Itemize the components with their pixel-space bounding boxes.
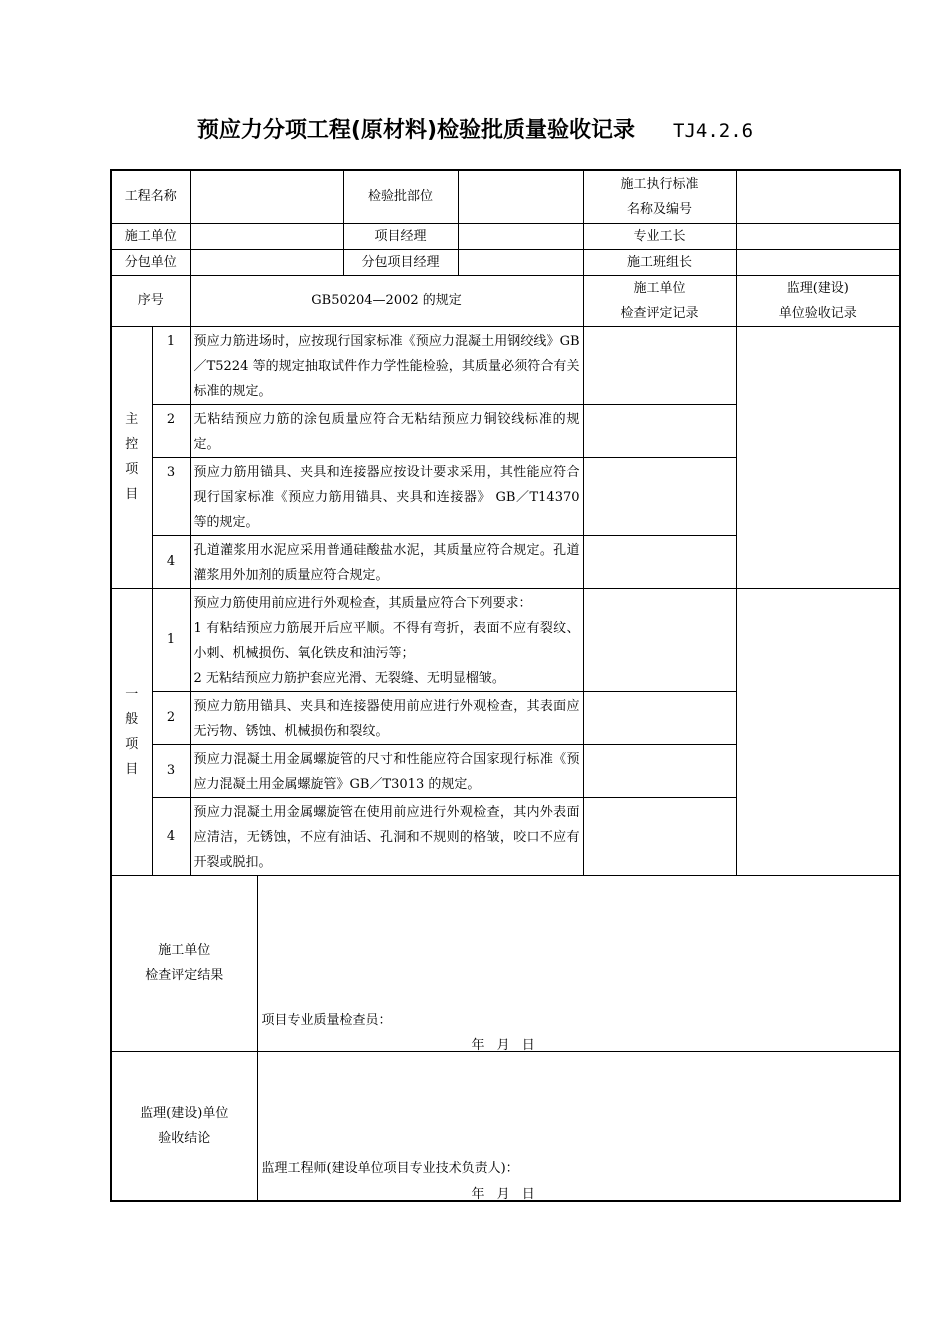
main-item-text: 孔道灌浆用水泥应采用普通硅酸盐水泥，其质量应符合规定。孔道灌浆用外加剂的质量应符合规定。 — [190, 535, 583, 588]
label-spec: GB50204—2002 的规定 — [190, 275, 583, 326]
general-item-no: 4 — [152, 797, 190, 875]
supervision-result-box[interactable] — [257, 1051, 900, 1201]
general-item-line: 2 无粘结预应力筋护套应光滑、无裂缝、无明显榴皱。 — [193, 670, 505, 686]
value-contractor[interactable] — [190, 223, 343, 249]
main-item-eval[interactable] — [583, 457, 736, 535]
supervision-result-label — [111, 1051, 257, 1201]
label-project-name: 工程名称 — [111, 170, 190, 223]
label-supervision-record — [736, 275, 900, 326]
general-item-eval[interactable] — [583, 691, 736, 744]
general-char: 项 — [125, 736, 139, 752]
value-team-leader[interactable] — [736, 249, 900, 275]
contractor-result-line1: 施工单位 — [158, 943, 211, 958]
main-control-char: 主 — [125, 412, 139, 427]
general-char: 一 — [125, 686, 139, 702]
label-batch-location: 检验批部位 — [343, 170, 458, 223]
label-team-leader: 施工班组长 — [583, 249, 736, 275]
value-project-name[interactable] — [190, 170, 343, 223]
main-item-no: 4 — [152, 535, 190, 588]
general-item-line: 预应力筋使用前应进行外观检查，其质量应符合下列要求： — [193, 595, 532, 611]
contractor-result-box[interactable] — [257, 875, 900, 1051]
main-control-char: 项 — [125, 462, 139, 477]
inspection-form-table — [110, 169, 901, 1202]
standard-line1: 施工执行标准 — [620, 176, 699, 192]
general-item-text: 预应力混凝土用金属螺旋管的尺寸和性能应符合国家现行标准《预应力混凝土用金属螺旋管》GB／T3013 的规定。 — [190, 744, 583, 797]
label-contractor: 施工单位 — [111, 223, 190, 249]
eval-line1: 施工单位 — [633, 280, 686, 296]
form-code: TJ4.2.6 — [673, 120, 754, 142]
general-char: 目 — [125, 761, 139, 777]
general-item-no: 1 — [152, 588, 190, 691]
main-item-text: 预应力筋进场时，应按现行国家标准《预应力混凝土用钢绞线》GB／T5224 等的规定抽取试件作力学性能检验，其质量必须符合有关标准的规定。 — [190, 326, 583, 404]
supervision-line1: 监理(建设) — [786, 280, 849, 296]
supervision-date: 年 月 日 — [471, 1186, 539, 1202]
contractor-date: 年 月 日 — [471, 1037, 539, 1053]
general-char: 般 — [125, 711, 139, 727]
main-item-eval[interactable] — [583, 326, 736, 404]
label-eval-record — [583, 275, 736, 326]
general-item-no: 2 — [152, 691, 190, 744]
general-item-no: 3 — [152, 744, 190, 797]
value-standard[interactable] — [736, 170, 900, 223]
contractor-result-line2: 检查评定结果 — [145, 968, 224, 983]
page-title — [0, 113, 950, 144]
inspector-label: 项目专业质量检查员： — [261, 1012, 392, 1028]
value-subcontractor[interactable] — [190, 249, 343, 275]
general-item-eval[interactable] — [583, 744, 736, 797]
general-supervision-record[interactable] — [736, 588, 900, 875]
value-foreman[interactable] — [736, 223, 900, 249]
main-item-eval[interactable] — [583, 535, 736, 588]
engineer-label: 监理工程师(建设单位项目专业技术负责人)： — [261, 1160, 519, 1176]
main-item-no: 1 — [152, 326, 190, 404]
general-label — [111, 588, 152, 875]
general-item-text — [190, 588, 583, 691]
label-foreman: 专业工长 — [583, 223, 736, 249]
standard-line2: 名称及编号 — [627, 201, 693, 217]
main-item-text: 无粘结预应力筋的涂包质量应符合无粘结预应力铜铰线标准的规定。 — [190, 404, 583, 457]
value-sub-manager[interactable] — [458, 249, 583, 275]
label-seq: 序号 — [111, 275, 190, 326]
general-item-line: 1 有粘结预应力筋展开后应平顺。不得有弯折，表面不应有裂纹、小刺、机械损伤、氧化铁皮和油污等； — [193, 620, 580, 661]
supervision-line2: 单位验收记录 — [778, 305, 857, 321]
main-control-label — [111, 326, 152, 588]
label-sub-manager: 分包项目经理 — [343, 249, 458, 275]
value-batch-location[interactable] — [458, 170, 583, 223]
main-item-eval[interactable] — [583, 404, 736, 457]
main-control-char: 目 — [125, 487, 139, 502]
general-item-text: 预应力筋用锚具、夹具和连接器使用前应进行外观检查，其表面应无污物、锈蚀、机械损伤和裂纹。 — [190, 691, 583, 744]
supervision-result-line1: 监理(建设)单位 — [140, 1105, 229, 1121]
main-item-no: 3 — [152, 457, 190, 535]
value-project-manager[interactable] — [458, 223, 583, 249]
main-item-no: 2 — [152, 404, 190, 457]
main-supervision-record[interactable] — [736, 326, 900, 588]
supervision-result-line2: 验收结论 — [158, 1130, 211, 1146]
label-subcontractor: 分包单位 — [111, 249, 190, 275]
general-item-eval[interactable] — [583, 797, 736, 875]
contractor-result-label — [111, 875, 257, 1051]
main-control-char: 控 — [125, 437, 139, 452]
label-standard — [583, 170, 736, 223]
general-item-text: 预应力混凝土用金属螺旋管在使用前应进行外观检查，其内外表面应清洁，无锈蚀，不应有油话、孔洞和不规则的格皱，咬口不应有开裂或脱扣。 — [190, 797, 583, 875]
title-text: 预应力分项工程(原材料)检验批质量验收记录 — [196, 118, 636, 143]
main-item-text: 预应力筋用锚具、夹具和连接器应按设计要求采用，其性能应符合现行国家标准《预应力筋用锚具、夹具和连接器》 GB／T14370 等的规定。 — [190, 457, 583, 535]
general-item-eval[interactable] — [583, 588, 736, 691]
label-project-manager: 项目经理 — [343, 223, 458, 249]
eval-line2: 检查评定记录 — [620, 305, 699, 321]
